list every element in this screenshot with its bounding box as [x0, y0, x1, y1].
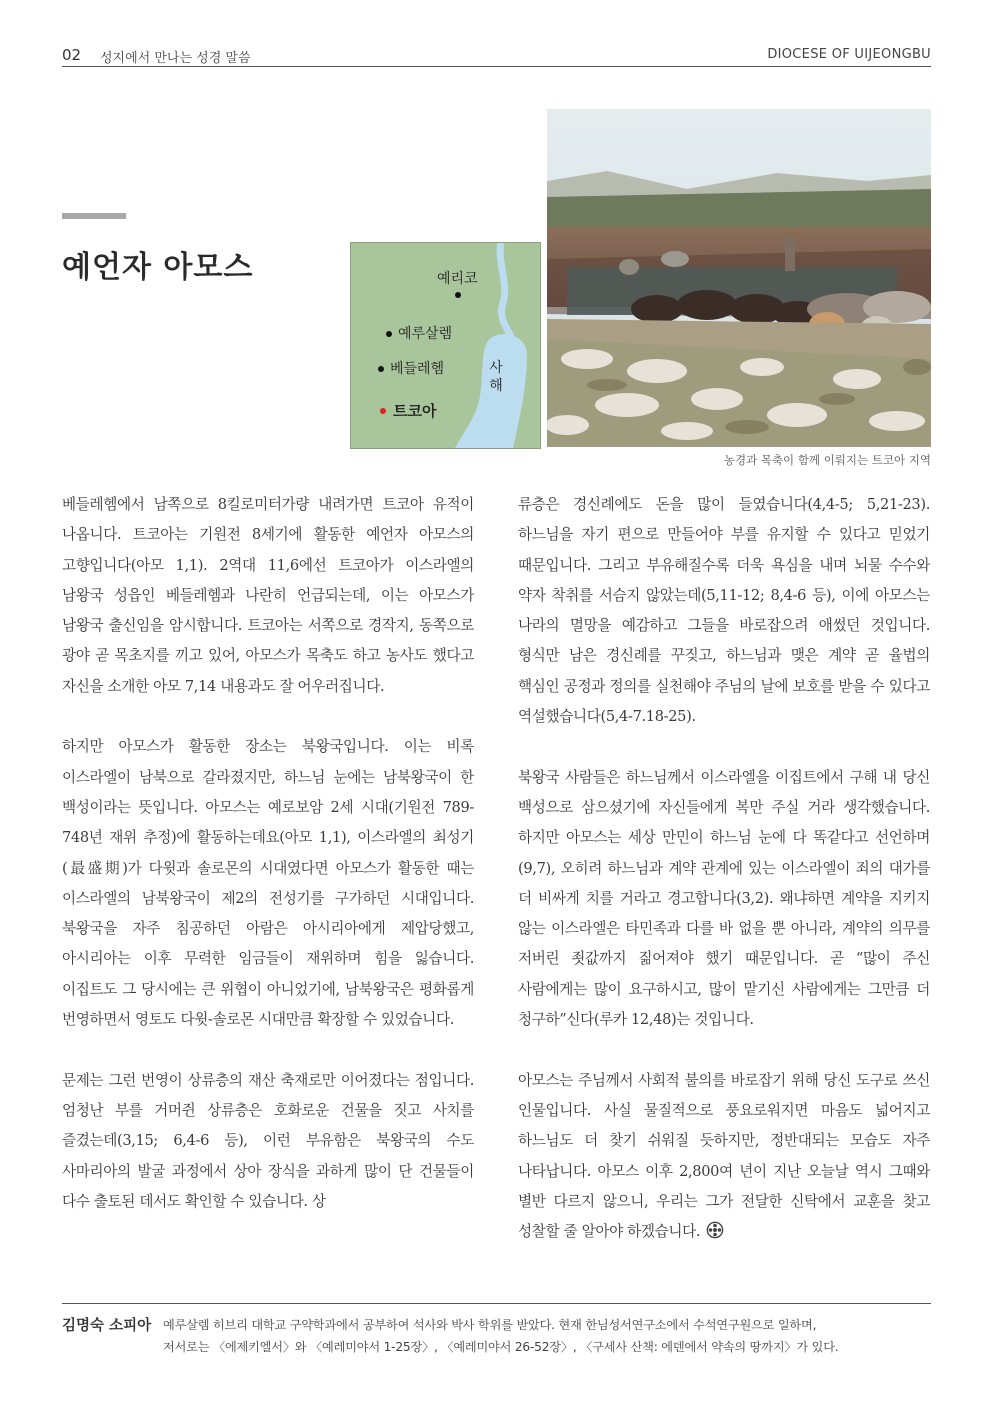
- article-title: 예언자 아모스: [62, 250, 254, 285]
- paragraph: 문제는 그런 번영이 상류층의 재산 축재로만 이어졌다는 점입니다. 엄청난 부를 거머쥔 상류층은 호화로운 건물을 짓고 사치를 즐겼는데(3,15; 6,4-6 등), 이런 부유함은 북왕국의 수도 사마리아의 발굴 과정에서 상아 장식을 과하게 많이 단 건물들이 다수 출토된 데서도 확인할 수 있습니다. 상: [62, 1071, 474, 1210]
- end-mark-icon: [706, 1221, 724, 1239]
- map-label-jerusalem: 예루살렘: [398, 326, 453, 342]
- paragraph: 베들레헴에서 남쪽으로 8킬로미터가량 내려가면 트코아 유적이 나옵니다. 트코아는 기원전 8세기에 활동한 예언자 아모스의 고향입니다(아모 1,1). 2역대 11,6에선 트코아가 이스라엘의 남왕국 성읍인 베들레헴과 나란히 언급되는데, 이는 아모스가 남왕국 출신임을 암시합니다. 트코아는 서쪽으로 경작지, 동쪽으로 광야 곧 목초지를 끼고 있어, 아모스가 목축도 하고 농사도 했다고 자신을 소개한 아모 7,14 내용과도 잘 어우러집니다.: [62, 496, 474, 695]
- author-bio: 예루살렘 히브리 대학교 구약학과에서 공부하여 석사와 박사 학위를 받았다. 현재 한님성서연구소에서 수석연구원으로 일하며, 저서로는 〈에제키엘서〉와 〈예레미야서 1-25장〉, 〈예레미야서 26-52장〉, 〈구세사 산책: 에덴에서 약속의 땅까지〉가 있다.: [163, 1318, 839, 1354]
- location-map: [350, 242, 541, 449]
- body-column-right: [518, 490, 930, 1278]
- diocese-name: DIOCESE OF UIJEONGBU: [767, 47, 931, 62]
- paragraph: 하지만 아모스가 활동한 장소는 북왕국입니다. 이는 비록 이스라엘이 남북으로 갈라졌지만, 하느님 눈에는 남북왕국이 한 백성이라는 뜻입니다. 아모스는 예로보암 2세 시대(기원전 789-748년 재위 추정)에 활동하는데요(아모 1,1), 이스라엘의 최성기(最盛期)가 다윗과 솔로몬의 시대였다면 아모스가 활동한 때는 이스라엘의 남북왕국이 제2의 전성기를 구가하던 시대입니다. 북왕국을 자주 침공하던 아람은 아시리아에게 제압당했고, 아시리아는 이후 무력한 임금들이 재위하며 힘을 잃습니다. 이집트도 그 당시에는 큰 위협이 아니었기에, 남북왕국은 평화롭게 번영하면서 영토도 다윗-솔로몬 시대만큼 확장할 수 있었습니다.: [62, 738, 474, 1029]
- footer-divider: [62, 1303, 931, 1304]
- page-header: [62, 44, 931, 67]
- map-marker-tekoa: [380, 408, 386, 414]
- map-marker-bethlehem: [378, 366, 384, 372]
- title-accent-bar: [62, 213, 126, 219]
- author-name: 김명숙 소피아: [62, 1318, 152, 1334]
- paragraph-last: 아모스는 주님께서 사회적 불의를 바로잡기 위해 당신 도구로 쓰신 인물입니다. 사실 물질적으로 풍요로워지면 마음도 넓어지고 하느님도 더 찾기 쉬워질 듯하지만, 정반대되는 모습도 자주 나타납니다. 아모스 이후 2,800여 년이 지난 오늘날 역시 그때와 별반 다르지 않으니, 우리는 그가 전달한 신탁에서 교훈을 찾고 성찰할 줄 알아야 하겠습니다.: [518, 1071, 930, 1241]
- map-label-jericho: 예리코: [437, 271, 478, 287]
- map-marker-jerusalem: [386, 331, 392, 337]
- map-label-tekoa: 트코아: [393, 402, 437, 420]
- page-number: 02: [62, 46, 82, 64]
- photo-caption: 농경과 목축이 함께 이뤄지는 트코아 지역: [723, 453, 931, 467]
- map-marker-jericho: [455, 292, 461, 298]
- paragraph: 류층은 경신례에도 돈을 많이 들였습니다(4,4-5; 5,21-23). 하느님을 자기 편으로 만들어야 부를 유지할 수 있다고 믿었기 때문입니다. 그리고 부유해질수록 더욱 욕심을 내며 뇌물 수수와 약자 착취를 서슴지 않았는데(5,11-12; 8,4-6 등), 이에 아모스는 나라의 멸망을 예감하고 그들을 바로잡으려 애썼던 것입니다. 형식만 남은 경신례를 꾸짖고, 하느님과 맺은 계약 곧 율법의 핵심인 공정과 정의를 실천해야 주님의 날에 보호를 받을 수 있다고 역설했습니다(5,4-7.18-25).: [518, 496, 930, 726]
- body-column-left: [62, 490, 474, 1247]
- map-label-dead-sea: 사 해: [489, 360, 503, 394]
- map-label-bethlehem: 베들레헴: [390, 361, 445, 377]
- tekoa-landscape-photo: [547, 109, 931, 447]
- section-title: 성지에서 만나는 성경 말씀: [100, 51, 251, 66]
- paragraph: 북왕국 사람들은 하느님께서 이스라엘을 이집트에서 구해 내 당신 백성으로 삼으셨기에 자신들에게 복만 주실 거라 생각했습니다. 하지만 아모스는 세상 만민이 하느님 눈에 다 똑같다고 선언하며(9,7), 오히려 하느님과 계약 관계에 있는 이스라엘이 죄의 대가를 더 비싸게 치를 거라고 경고합니다(3,2). 왜냐하면 계약을 지키지 않는 이스라엘은 타민족과 다를 바 없을 뿐 아니라, 계약의 의무를 저버린 죗값까지 짊어져야 했기 때문입니다. 곧 “많이 주신 사람에게는 많이 요구하시고, 많이 맡기신 사람에게는 그만큼 더 청구하”신다(루카 12,48)는 것입니다.: [518, 768, 930, 1029]
